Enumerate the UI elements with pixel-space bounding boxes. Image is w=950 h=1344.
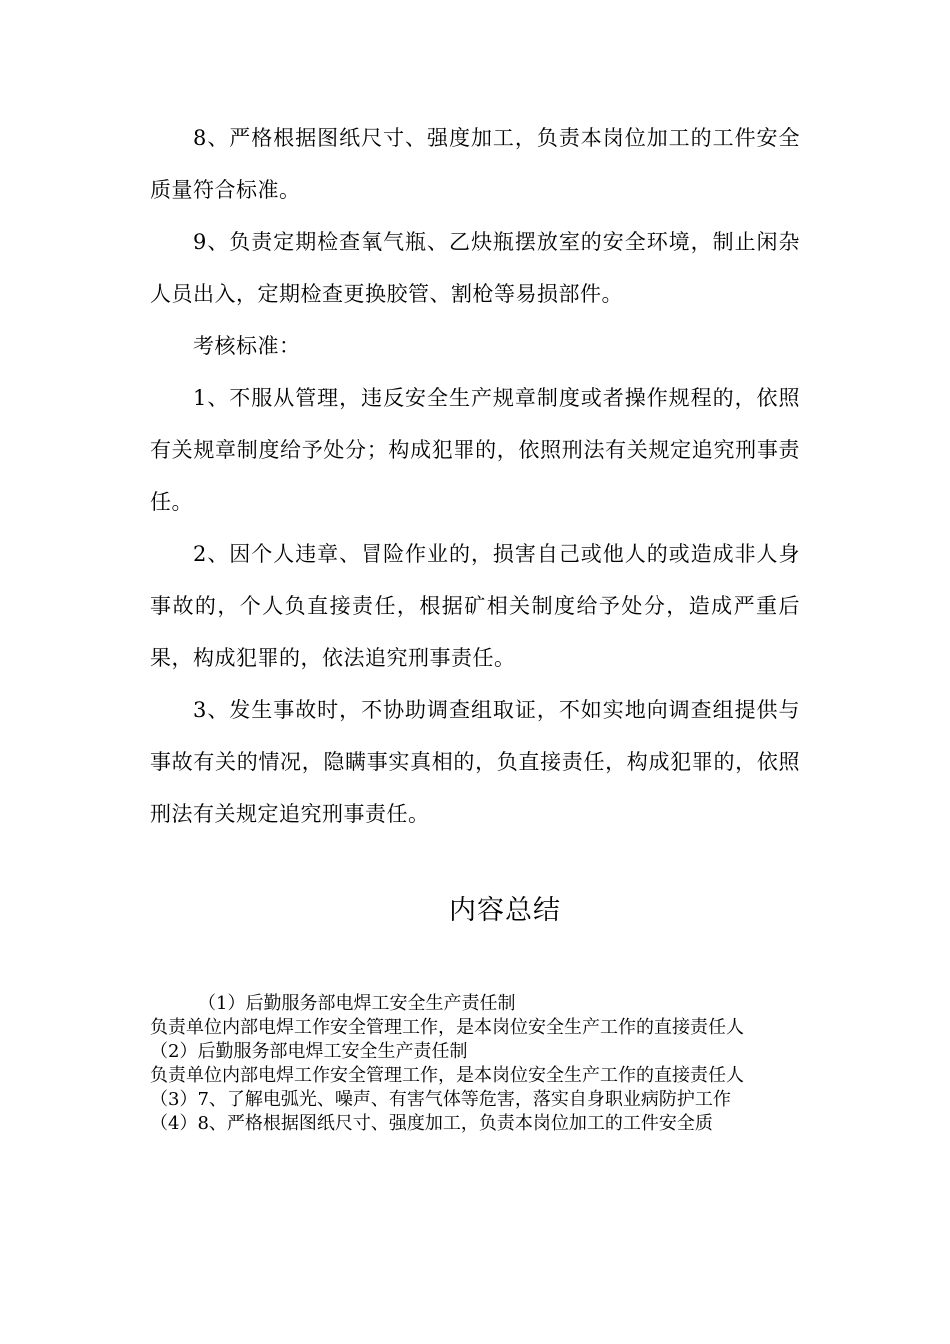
document-body [150, 112, 800, 840]
assessment-item-1: 1、不服从管理，违反安全生产规章制度或者操作规程的，依照有关规章制度给予处分；构成犯罪的，依照刑法有关规定追究刑事责任。 [150, 386, 800, 514]
summary-line: （1）后勤服务部电焊工安全生产责任制 [198, 993, 516, 1014]
assessment-item-3: 3、发生事故时，不协助调查组取证，不如实地向调查组提供与事故有关的情况，隐瞒事实真相的，负直接责任，构成犯罪的，依照刑法有关规定追究刑事责任。 [150, 698, 800, 826]
paragraph-item-9: 9、负责定期检查氧气瓶、乙炔瓶摆放室的安全环境，制止闲杂人员出入，定期检查更换胶管、割枪等易损部件。 [150, 230, 800, 306]
summary-section [150, 992, 800, 1136]
summary-line: （2）后勤服务部电焊工安全生产责任制 [150, 1041, 468, 1062]
paragraph-item-8: 8、严格根据图纸尺寸、强度加工，负责本岗位加工的工件安全质量符合标准。 [150, 126, 800, 202]
assessment-item-2: 2、因个人违章、冒险作业的，损害自己或他人的或造成非人身事故的，个人负直接责任，根据矿相关制度给予处分，造成严重后果，构成犯罪的，依法追究刑事责任。 [150, 542, 800, 670]
summary-line: （4）8、严格根据图纸尺寸、强度加工，负责本岗位加工的工件安全质 [150, 1113, 713, 1134]
summary-title: 内容总结 [449, 895, 561, 926]
summary-line: 负责单位内部电焊工作安全管理工作，是本岗位安全生产工作的直接责任人 [150, 1017, 744, 1038]
summary-line: （3）7、了解电弧光、噪声、有害气体等危害，落实自身职业病防护工作 [150, 1089, 731, 1110]
assessment-heading: 考核标准： [193, 334, 301, 358]
summary-line: 负责单位内部电焊工作安全管理工作，是本岗位安全生产工作的直接责任人 [150, 1065, 744, 1086]
